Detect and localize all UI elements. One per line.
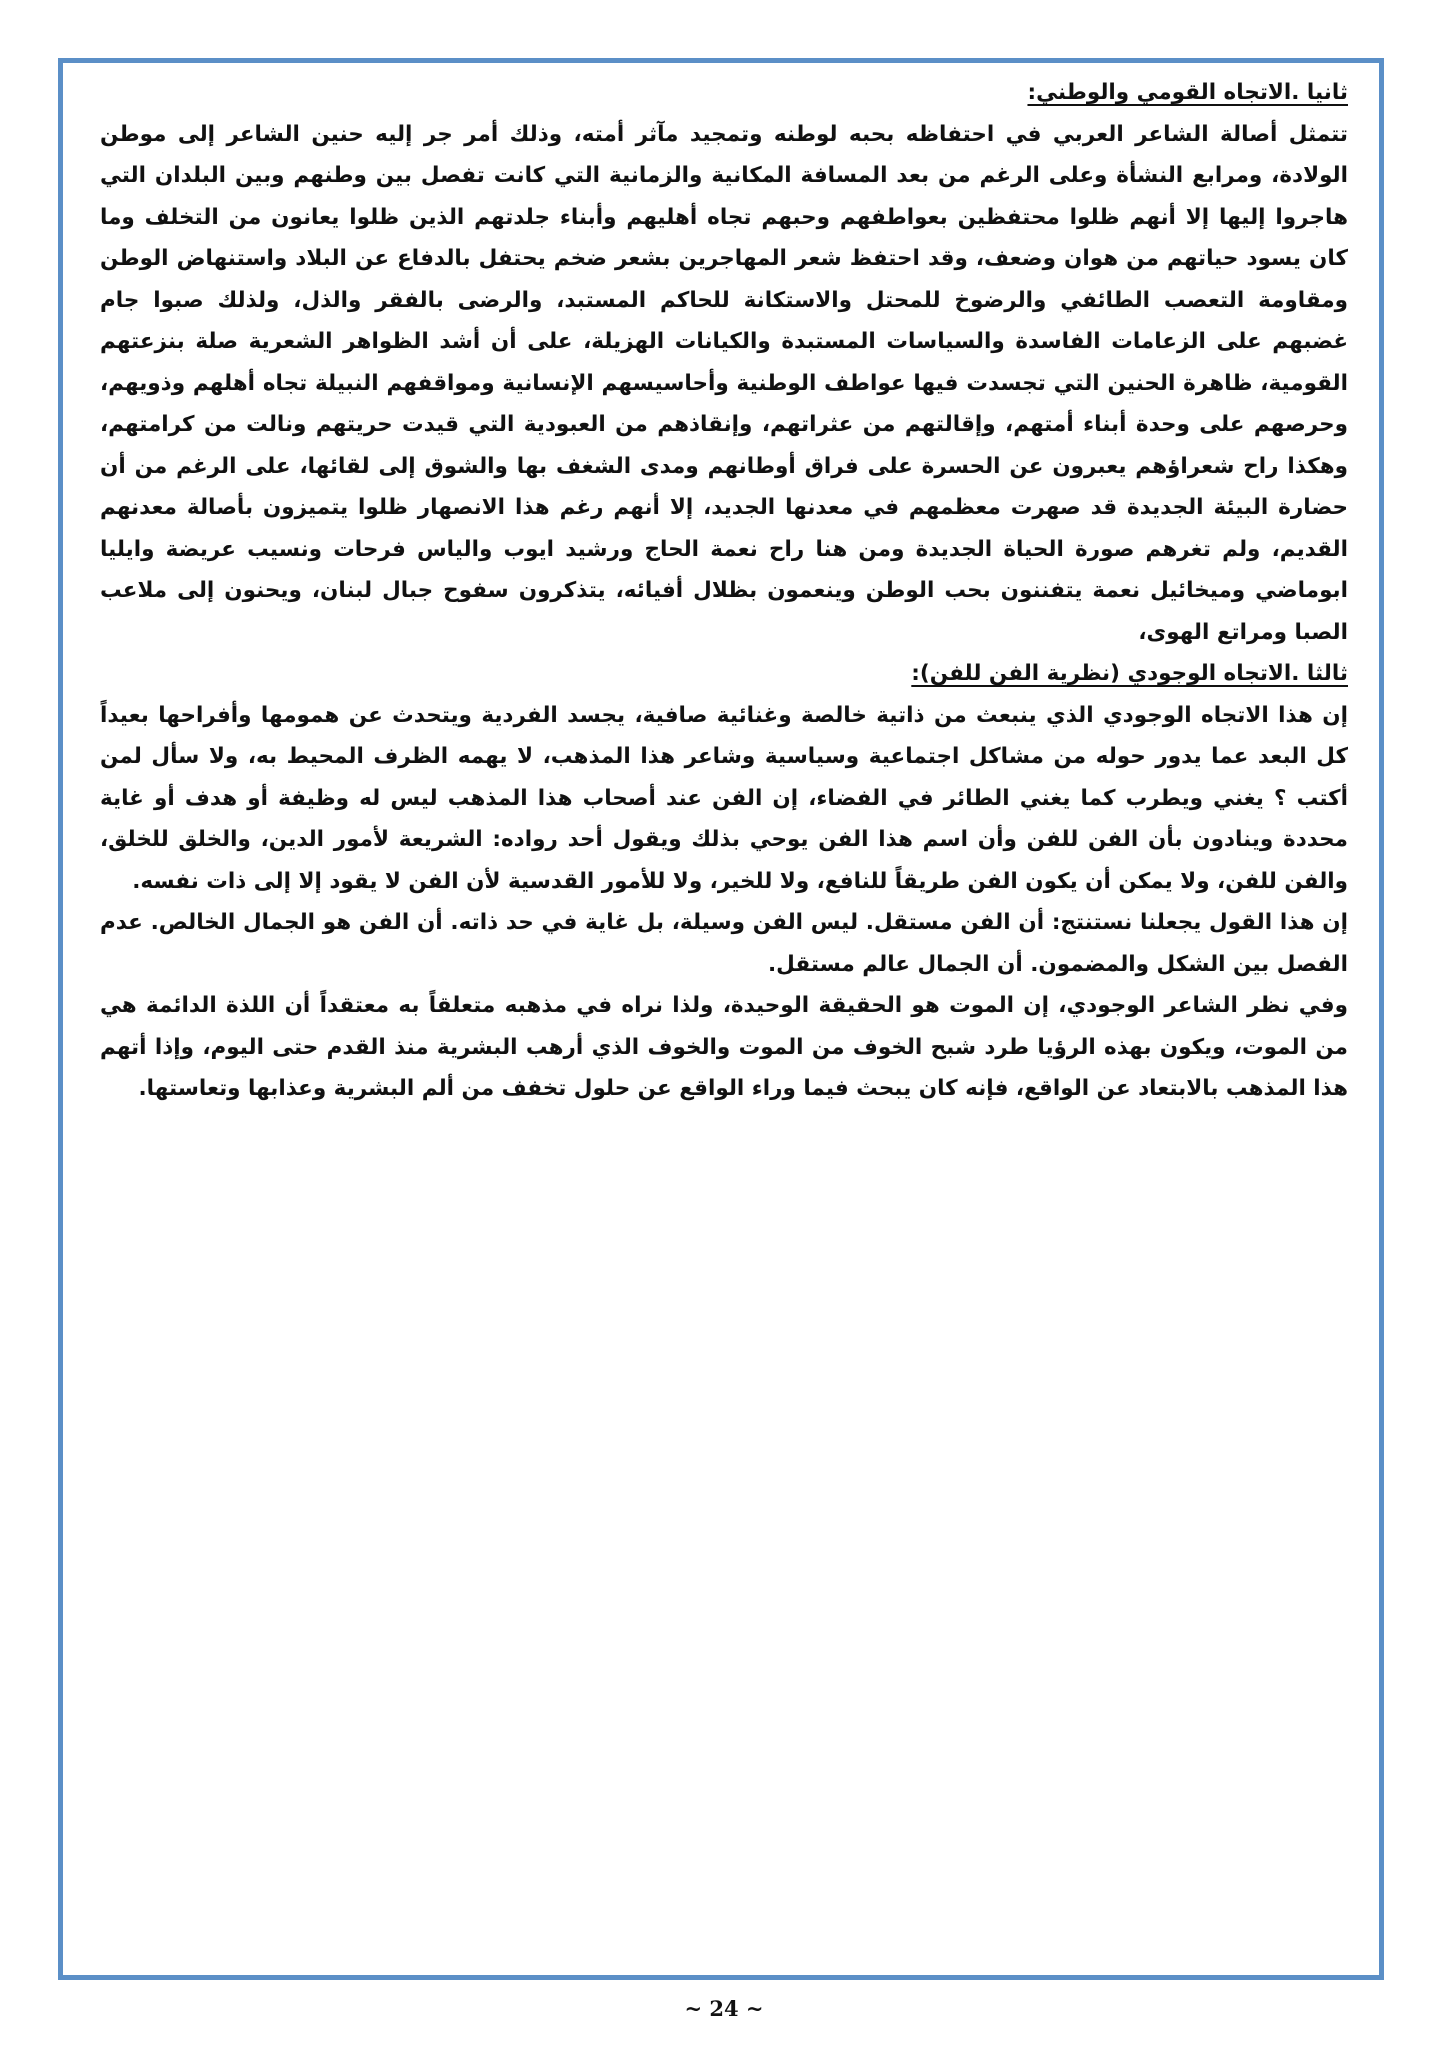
page-number: ~ 24 ~ [684, 1996, 764, 2021]
section-2-paragraph: تتمثل أصالة الشاعر العربي في احتفاظه بحبه لوطنه وتمجيد مآثر أمته، وذلك أمر جر إليه حنين الشاعر إلى موطن الولادة، ومرابع النشأة وعلى الرغم من بعد المسافة المكانية والزمانية التي كانت تفصل بين وطنهم وبين البلدان التي هاجروا إليها إلا أنهم ظلوا محتفظين بعواطفهم وحبهم تجاه أهليهم وأبناء جلدتهم الذين ظلوا يعانون من التخلف وما كان يسود حياتهم من هوان وضعف، وقد احتفظ شعر المهاجرين بشعر ضخم يحتفل بالدفاع عن البلاد واستنهاض الوطن ومقاومة التعصب الطائفي والرضوخ للمحتل والاستكانة للحاكم المستبد، والرضى بالفقر والذل، ولذلك صبوا جام غضبهم على الزعامات الفاسدة والسياسات المستبدة والكيانات الهزيلة، على أن أشد الظواهر الشعرية صلة بنزعتهم القومية، ظاهرة الحنين التي تجسدت فيها عواطف الوطنية وأحاسيسهم الإنسانية ومواقفهم النبيلة تجاه أهلهم وذويهم، وحرصهم على وحدة أبناء أمتهم، وإقالتهم من عثراتهم، وإنقاذهم من العبودية التي قيدت حريتهم ونالت من كرامتهم، وهكذا راح شعراؤهم يعبرون عن الحسرة على فراق أوطانهم ومدى الشغف بها والشوق إلى لقائها، على الرغم من أن حضارة البيئة الجديدة قد صهرت معظمهم في معدنها الجديد، إلا أنهم رغم هذا الانصهار ظلوا يتميزون بأصالة معدنهم القديم، ولم تغرهم صورة الحياة الجديدة ومن هنا راح نعمة الحاج ورشيد ايوب والياس فرحات ونسيب عريضة وايليا ابوماضي وميخائيل نعمة يتفننون بحب الوطن وينعمون بظلال أفيائه، يتذكرون سفوح جبال لبنان، ويحنون إلى ملاعب الصبا ومراتع الهوى، [100, 121, 1348, 645]
section-2-heading: ثانيا .الاتجاه القومي والوطني: [1027, 80, 1348, 105]
section-3-paragraph-2: إن هذا القول يجعلنا نستنتج: أن الفن مستقل. ليس الفن وسيلة، بل غاية في حد ذاته. أن الفن هو الجمال الخالص. عدم الفصل بين الشكل والمضمون. أن الجمال عالم مستقل. [100, 910, 1348, 977]
section-3-heading: ثالثا .الاتجاه الوجودي (نظرية الفن للفن): [911, 661, 1348, 686]
page-body [100, 72, 1348, 1112]
section-3-paragraph-3: وفي نظر الشاعر الوجودي، إن الموت هو الحقيقة الوحيدة، ولذا نراه في مذهبه متعلقاً به معتقداً أن اللذة الدائمة هي من الموت، ويكون بهذه الرؤيا طرد شبح الخوف من الموت والخوف الذي أرهب البشرية منذ القدم حتى اليوم، وإذا أتهم هذا المذهب بالابتعاد عن الواقع، فإنه كان يبحث فيما وراء الواقع عن حلول تخفف من ألم البشرية وعذابها وتعاستها. [100, 993, 1348, 1101]
section-3-paragraph-1: إن هذا الاتجاه الوجودي الذي ينبعث من ذاتية خالصة وغنائية صافية، يجسد الفردية ويتحدث عن همومها وأفراحها بعيداً كل البعد عما يدور حوله من مشاكل اجتماعية وسياسية وشاعر هذا المذهب، لا يهمه الظرف المحيط به، ولا سأل لمن أكتب ؟ يغني ويطرب كما يغني الطائر في الفضاء، إن الفن عند أصحاب هذا المذهب ليس له وظيفة أو هدف أو غاية محددة وينادون بأن الفن للفن وأن اسم هذا الفن يوحي بذلك ويقول أحد رواده: الشريعة لأمور الدين، والخلق للخلق، والفن للفن، ولا يمكن أن يكون الفن طريقاً للنافع، ولا للخير، ولا للأمور القدسية لأن الفن لا يقود إلا إلى ذات نفسه. [100, 702, 1348, 894]
